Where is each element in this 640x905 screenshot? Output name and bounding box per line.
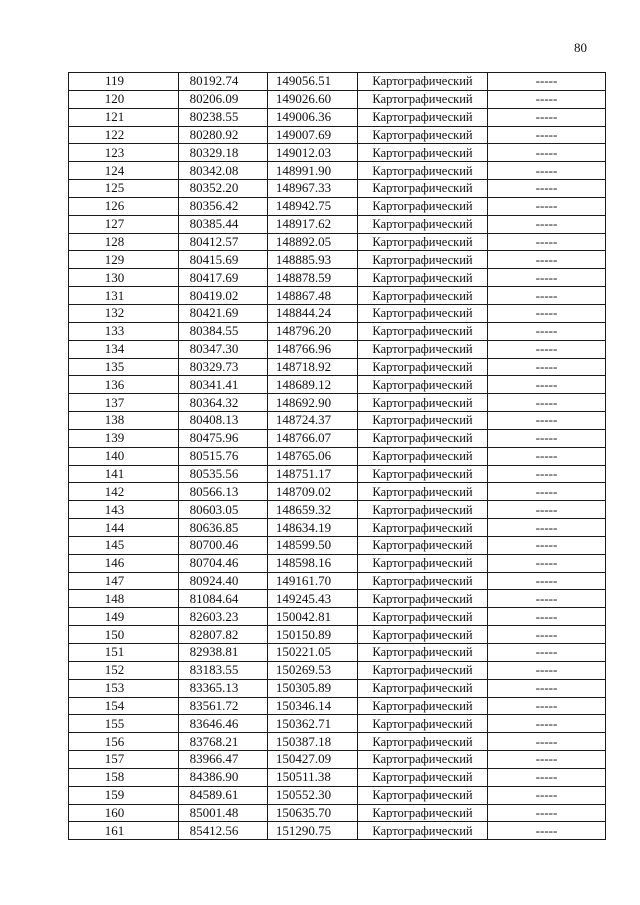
table-row bbox=[69, 608, 606, 626]
point-number-cell: 138 bbox=[69, 412, 179, 430]
method-cell: Картографический bbox=[358, 804, 488, 822]
accuracy-cell: ----- bbox=[488, 412, 606, 430]
accuracy-cell: ----- bbox=[488, 429, 606, 447]
method-cell: Картографический bbox=[358, 644, 488, 662]
point-number-cell: 125 bbox=[69, 180, 179, 198]
method-cell: Картографический bbox=[358, 697, 488, 715]
method-cell: Картографический bbox=[358, 412, 488, 430]
point-number-cell: 121 bbox=[69, 108, 179, 126]
method-cell: Картографический bbox=[358, 126, 488, 144]
point-number-cell: 160 bbox=[69, 804, 179, 822]
point-number-cell: 126 bbox=[69, 197, 179, 215]
method-cell: Картографический bbox=[358, 162, 488, 180]
point-number-cell: 139 bbox=[69, 429, 179, 447]
y-coordinate-cell: 150362.71 bbox=[268, 715, 358, 733]
point-number-cell: 153 bbox=[69, 679, 179, 697]
method-cell: Картографический bbox=[358, 180, 488, 198]
x-coordinate-cell: 80347.30 bbox=[179, 340, 268, 358]
point-number-cell: 135 bbox=[69, 358, 179, 376]
point-number-cell: 151 bbox=[69, 644, 179, 662]
y-coordinate-cell: 148718.92 bbox=[268, 358, 358, 376]
accuracy-cell: ----- bbox=[488, 804, 606, 822]
point-number-cell: 158 bbox=[69, 768, 179, 786]
y-coordinate-cell: 148659.32 bbox=[268, 501, 358, 519]
method-cell: Картографический bbox=[358, 108, 488, 126]
accuracy-cell: ----- bbox=[488, 751, 606, 769]
x-coordinate-cell: 80206.09 bbox=[179, 90, 268, 108]
x-coordinate-cell: 83183.55 bbox=[179, 661, 268, 679]
y-coordinate-cell: 148634.19 bbox=[268, 519, 358, 537]
table-row bbox=[69, 768, 606, 786]
accuracy-cell: ----- bbox=[488, 644, 606, 662]
table-row bbox=[69, 233, 606, 251]
method-cell: Картографический bbox=[358, 376, 488, 394]
accuracy-cell: ----- bbox=[488, 304, 606, 322]
table-row bbox=[69, 715, 606, 733]
table-row bbox=[69, 733, 606, 751]
table-row bbox=[69, 536, 606, 554]
accuracy-cell: ----- bbox=[488, 126, 606, 144]
table-row bbox=[69, 340, 606, 358]
point-number-cell: 132 bbox=[69, 304, 179, 322]
method-cell: Картографический bbox=[358, 429, 488, 447]
y-coordinate-cell: 148724.37 bbox=[268, 412, 358, 430]
point-number-cell: 156 bbox=[69, 733, 179, 751]
method-cell: Картографический bbox=[358, 269, 488, 287]
point-number-cell: 127 bbox=[69, 215, 179, 233]
accuracy-cell: ----- bbox=[488, 90, 606, 108]
y-coordinate-cell: 148599.50 bbox=[268, 536, 358, 554]
x-coordinate-cell: 80342.08 bbox=[179, 162, 268, 180]
y-coordinate-cell: 149161.70 bbox=[268, 572, 358, 590]
x-coordinate-cell: 80280.92 bbox=[179, 126, 268, 144]
point-number-cell: 134 bbox=[69, 340, 179, 358]
y-coordinate-cell: 148709.02 bbox=[268, 483, 358, 501]
table-row bbox=[69, 322, 606, 340]
x-coordinate-cell: 80192.74 bbox=[179, 73, 268, 91]
table-row bbox=[69, 447, 606, 465]
accuracy-cell: ----- bbox=[488, 322, 606, 340]
coordinates-table bbox=[68, 72, 606, 840]
table-row bbox=[69, 358, 606, 376]
x-coordinate-cell: 80356.42 bbox=[179, 197, 268, 215]
x-coordinate-cell: 80408.13 bbox=[179, 412, 268, 430]
y-coordinate-cell: 148917.62 bbox=[268, 215, 358, 233]
page-number: 80 bbox=[574, 40, 587, 55]
table-row bbox=[69, 269, 606, 287]
y-coordinate-cell: 148942.75 bbox=[268, 197, 358, 215]
x-coordinate-cell: 80352.20 bbox=[179, 180, 268, 198]
y-coordinate-cell: 150150.89 bbox=[268, 626, 358, 644]
point-number-cell: 143 bbox=[69, 501, 179, 519]
point-number-cell: 140 bbox=[69, 447, 179, 465]
method-cell: Картографический bbox=[358, 626, 488, 644]
x-coordinate-cell: 84386.90 bbox=[179, 768, 268, 786]
x-coordinate-cell: 80364.32 bbox=[179, 394, 268, 412]
method-cell: Картографический bbox=[358, 215, 488, 233]
table-row bbox=[69, 661, 606, 679]
accuracy-cell: ----- bbox=[488, 697, 606, 715]
accuracy-cell: ----- bbox=[488, 483, 606, 501]
point-number-cell: 150 bbox=[69, 626, 179, 644]
x-coordinate-cell: 80566.13 bbox=[179, 483, 268, 501]
method-cell: Картографический bbox=[358, 679, 488, 697]
x-coordinate-cell: 80419.02 bbox=[179, 287, 268, 305]
x-coordinate-cell: 83561.72 bbox=[179, 697, 268, 715]
x-coordinate-cell: 80924.40 bbox=[179, 572, 268, 590]
x-coordinate-cell: 80417.69 bbox=[179, 269, 268, 287]
accuracy-cell: ----- bbox=[488, 608, 606, 626]
method-cell: Картографический bbox=[358, 661, 488, 679]
x-coordinate-cell: 80421.69 bbox=[179, 304, 268, 322]
y-coordinate-cell: 149245.43 bbox=[268, 590, 358, 608]
x-coordinate-cell: 80475.96 bbox=[179, 429, 268, 447]
accuracy-cell: ----- bbox=[488, 269, 606, 287]
table-row bbox=[69, 144, 606, 162]
y-coordinate-cell: 151290.75 bbox=[268, 822, 358, 840]
table-row bbox=[69, 465, 606, 483]
table-row bbox=[69, 590, 606, 608]
table-row bbox=[69, 90, 606, 108]
accuracy-cell: ----- bbox=[488, 590, 606, 608]
x-coordinate-cell: 80329.73 bbox=[179, 358, 268, 376]
table-row bbox=[69, 786, 606, 804]
y-coordinate-cell: 148878.59 bbox=[268, 269, 358, 287]
method-cell: Картографический bbox=[358, 536, 488, 554]
y-coordinate-cell: 149007.69 bbox=[268, 126, 358, 144]
point-number-cell: 154 bbox=[69, 697, 179, 715]
x-coordinate-cell: 80535.56 bbox=[179, 465, 268, 483]
point-number-cell: 152 bbox=[69, 661, 179, 679]
x-coordinate-cell: 84589.61 bbox=[179, 786, 268, 804]
x-coordinate-cell: 80603.05 bbox=[179, 501, 268, 519]
accuracy-cell: ----- bbox=[488, 215, 606, 233]
table-row bbox=[69, 304, 606, 322]
y-coordinate-cell: 150511.38 bbox=[268, 768, 358, 786]
point-number-cell: 136 bbox=[69, 376, 179, 394]
accuracy-cell: ----- bbox=[488, 536, 606, 554]
accuracy-cell: ----- bbox=[488, 108, 606, 126]
point-number-cell: 145 bbox=[69, 536, 179, 554]
method-cell: Картографический bbox=[358, 90, 488, 108]
y-coordinate-cell: 148751.17 bbox=[268, 465, 358, 483]
table-row bbox=[69, 429, 606, 447]
table-row bbox=[69, 394, 606, 412]
x-coordinate-cell: 83646.46 bbox=[179, 715, 268, 733]
x-coordinate-cell: 83966.47 bbox=[179, 751, 268, 769]
accuracy-cell: ----- bbox=[488, 340, 606, 358]
table-row bbox=[69, 679, 606, 697]
x-coordinate-cell: 80700.46 bbox=[179, 536, 268, 554]
point-number-cell: 129 bbox=[69, 251, 179, 269]
accuracy-cell: ----- bbox=[488, 626, 606, 644]
point-number-cell: 159 bbox=[69, 786, 179, 804]
y-coordinate-cell: 149012.03 bbox=[268, 144, 358, 162]
method-cell: Картографический bbox=[358, 572, 488, 590]
table-row bbox=[69, 251, 606, 269]
y-coordinate-cell: 148991.90 bbox=[268, 162, 358, 180]
method-cell: Картографический bbox=[358, 322, 488, 340]
point-number-cell: 146 bbox=[69, 554, 179, 572]
accuracy-cell: ----- bbox=[488, 679, 606, 697]
y-coordinate-cell: 148765.06 bbox=[268, 447, 358, 465]
y-coordinate-cell: 148844.24 bbox=[268, 304, 358, 322]
method-cell: Картографический bbox=[358, 590, 488, 608]
point-number-cell: 155 bbox=[69, 715, 179, 733]
table-row bbox=[69, 626, 606, 644]
accuracy-cell: ----- bbox=[488, 358, 606, 376]
y-coordinate-cell: 150346.14 bbox=[268, 697, 358, 715]
point-number-cell: 144 bbox=[69, 519, 179, 537]
point-number-cell: 141 bbox=[69, 465, 179, 483]
table-row bbox=[69, 162, 606, 180]
point-number-cell: 119 bbox=[69, 73, 179, 91]
point-number-cell: 147 bbox=[69, 572, 179, 590]
y-coordinate-cell: 150552.30 bbox=[268, 786, 358, 804]
y-coordinate-cell: 149056.51 bbox=[268, 73, 358, 91]
method-cell: Картографический bbox=[358, 144, 488, 162]
method-cell: Картографический bbox=[358, 715, 488, 733]
method-cell: Картографический bbox=[358, 197, 488, 215]
method-cell: Картографический bbox=[358, 233, 488, 251]
method-cell: Картографический bbox=[358, 822, 488, 840]
y-coordinate-cell: 150269.53 bbox=[268, 661, 358, 679]
table-row bbox=[69, 126, 606, 144]
coordinates-table-body bbox=[69, 73, 606, 840]
accuracy-cell: ----- bbox=[488, 554, 606, 572]
table-row bbox=[69, 519, 606, 537]
method-cell: Картографический bbox=[358, 483, 488, 501]
accuracy-cell: ----- bbox=[488, 768, 606, 786]
accuracy-cell: ----- bbox=[488, 447, 606, 465]
table-row bbox=[69, 108, 606, 126]
table-row bbox=[69, 572, 606, 590]
table-row bbox=[69, 412, 606, 430]
method-cell: Картографический bbox=[358, 447, 488, 465]
point-number-cell: 123 bbox=[69, 144, 179, 162]
x-coordinate-cell: 80412.57 bbox=[179, 233, 268, 251]
y-coordinate-cell: 148892.05 bbox=[268, 233, 358, 251]
method-cell: Картографический bbox=[358, 608, 488, 626]
table-row bbox=[69, 822, 606, 840]
y-coordinate-cell: 148885.93 bbox=[268, 251, 358, 269]
y-coordinate-cell: 148967.33 bbox=[268, 180, 358, 198]
x-coordinate-cell: 81084.64 bbox=[179, 590, 268, 608]
table-row bbox=[69, 215, 606, 233]
accuracy-cell: ----- bbox=[488, 501, 606, 519]
accuracy-cell: ----- bbox=[488, 180, 606, 198]
accuracy-cell: ----- bbox=[488, 162, 606, 180]
accuracy-cell: ----- bbox=[488, 197, 606, 215]
accuracy-cell: ----- bbox=[488, 822, 606, 840]
y-coordinate-cell: 150635.70 bbox=[268, 804, 358, 822]
x-coordinate-cell: 80329.18 bbox=[179, 144, 268, 162]
point-number-cell: 157 bbox=[69, 751, 179, 769]
point-number-cell: 122 bbox=[69, 126, 179, 144]
method-cell: Картографический bbox=[358, 73, 488, 91]
method-cell: Картографический bbox=[358, 465, 488, 483]
y-coordinate-cell: 148689.12 bbox=[268, 376, 358, 394]
table-row bbox=[69, 197, 606, 215]
y-coordinate-cell: 148796.20 bbox=[268, 322, 358, 340]
method-cell: Картографический bbox=[358, 733, 488, 751]
accuracy-cell: ----- bbox=[488, 376, 606, 394]
x-coordinate-cell: 80636.85 bbox=[179, 519, 268, 537]
point-number-cell: 137 bbox=[69, 394, 179, 412]
method-cell: Картографический bbox=[358, 340, 488, 358]
accuracy-cell: ----- bbox=[488, 519, 606, 537]
accuracy-cell: ----- bbox=[488, 572, 606, 590]
accuracy-cell: ----- bbox=[488, 233, 606, 251]
method-cell: Картографический bbox=[358, 358, 488, 376]
y-coordinate-cell: 150221.05 bbox=[268, 644, 358, 662]
point-number-cell: 161 bbox=[69, 822, 179, 840]
accuracy-cell: ----- bbox=[488, 73, 606, 91]
x-coordinate-cell: 83365.13 bbox=[179, 679, 268, 697]
table-row bbox=[69, 483, 606, 501]
table-row bbox=[69, 376, 606, 394]
x-coordinate-cell: 80515.76 bbox=[179, 447, 268, 465]
x-coordinate-cell: 85001.48 bbox=[179, 804, 268, 822]
method-cell: Картографический bbox=[358, 304, 488, 322]
x-coordinate-cell: 85412.56 bbox=[179, 822, 268, 840]
y-coordinate-cell: 149026.60 bbox=[268, 90, 358, 108]
table-row bbox=[69, 751, 606, 769]
point-number-cell: 124 bbox=[69, 162, 179, 180]
point-number-cell: 120 bbox=[69, 90, 179, 108]
accuracy-cell: ----- bbox=[488, 661, 606, 679]
accuracy-cell: ----- bbox=[488, 144, 606, 162]
x-coordinate-cell: 82603.23 bbox=[179, 608, 268, 626]
point-number-cell: 130 bbox=[69, 269, 179, 287]
accuracy-cell: ----- bbox=[488, 733, 606, 751]
method-cell: Картографический bbox=[358, 394, 488, 412]
method-cell: Картографический bbox=[358, 751, 488, 769]
x-coordinate-cell: 80415.69 bbox=[179, 251, 268, 269]
accuracy-cell: ----- bbox=[488, 251, 606, 269]
point-number-cell: 148 bbox=[69, 590, 179, 608]
method-cell: Картографический bbox=[358, 519, 488, 537]
x-coordinate-cell: 82938.81 bbox=[179, 644, 268, 662]
accuracy-cell: ----- bbox=[488, 786, 606, 804]
y-coordinate-cell: 150387.18 bbox=[268, 733, 358, 751]
y-coordinate-cell: 149006.36 bbox=[268, 108, 358, 126]
method-cell: Картографический bbox=[358, 786, 488, 804]
point-number-cell: 128 bbox=[69, 233, 179, 251]
y-coordinate-cell: 150042.81 bbox=[268, 608, 358, 626]
y-coordinate-cell: 148598.16 bbox=[268, 554, 358, 572]
method-cell: Картографический bbox=[358, 501, 488, 519]
point-number-cell: 133 bbox=[69, 322, 179, 340]
method-cell: Картографический bbox=[358, 251, 488, 269]
x-coordinate-cell: 80385.44 bbox=[179, 215, 268, 233]
accuracy-cell: ----- bbox=[488, 465, 606, 483]
method-cell: Картографический bbox=[358, 287, 488, 305]
y-coordinate-cell: 150305.89 bbox=[268, 679, 358, 697]
x-coordinate-cell: 80384.55 bbox=[179, 322, 268, 340]
point-number-cell: 149 bbox=[69, 608, 179, 626]
x-coordinate-cell: 82807.82 bbox=[179, 626, 268, 644]
method-cell: Картографический bbox=[358, 554, 488, 572]
x-coordinate-cell: 83768.21 bbox=[179, 733, 268, 751]
accuracy-cell: ----- bbox=[488, 715, 606, 733]
y-coordinate-cell: 148867.48 bbox=[268, 287, 358, 305]
table-row bbox=[69, 697, 606, 715]
table-row bbox=[69, 804, 606, 822]
table-row bbox=[69, 73, 606, 91]
accuracy-cell: ----- bbox=[488, 287, 606, 305]
method-cell: Картографический bbox=[358, 768, 488, 786]
y-coordinate-cell: 148766.07 bbox=[268, 429, 358, 447]
y-coordinate-cell: 148766.96 bbox=[268, 340, 358, 358]
table-row bbox=[69, 501, 606, 519]
table-row bbox=[69, 644, 606, 662]
x-coordinate-cell: 80341.41 bbox=[179, 376, 268, 394]
point-number-cell: 131 bbox=[69, 287, 179, 305]
x-coordinate-cell: 80704.46 bbox=[179, 554, 268, 572]
point-number-cell: 142 bbox=[69, 483, 179, 501]
accuracy-cell: ----- bbox=[488, 394, 606, 412]
table-row bbox=[69, 554, 606, 572]
table-row bbox=[69, 287, 606, 305]
x-coordinate-cell: 80238.55 bbox=[179, 108, 268, 126]
y-coordinate-cell: 148692.90 bbox=[268, 394, 358, 412]
y-coordinate-cell: 150427.09 bbox=[268, 751, 358, 769]
table-row bbox=[69, 180, 606, 198]
